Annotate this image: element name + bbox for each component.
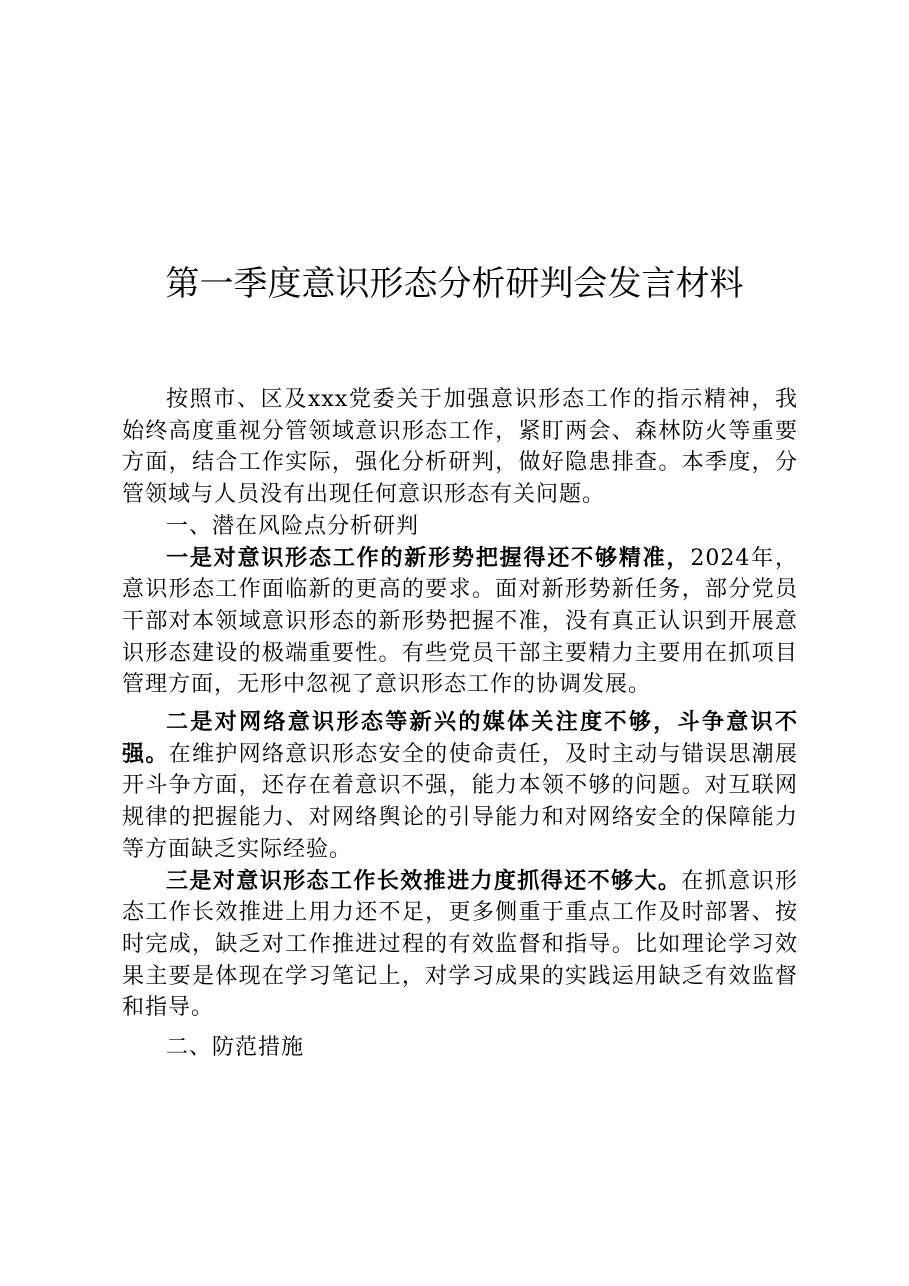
point-1-lead: 一是对意识形态工作的新形势把握得还不够精准，: [166, 544, 691, 571]
section-heading-risk-analysis: 一、潜在风险点分析研判: [166, 513, 420, 539]
document-title: 第一季度意识形态分析研判会发言材料: [165, 264, 744, 304]
point-2-lead: 二是对网络意识形态等新兴的媒体关注度不够，斗争意识不强。: [122, 709, 798, 767]
paragraph-point-3: [122, 866, 798, 1025]
point-2-body: 在维护网络意识形态安全的使命责任，及时主动与错误思潮展开斗争方面，还存在着意识不强，能力本领不够的问题。对互联网规律的把握能力、对网络舆论的引导能力和对网络安全的保障能力等方面缺乏实际经验。: [122, 741, 798, 862]
intro-paragraph: 按照市、区及xxx党委关于加强意识形态工作的指示精神，我始终高度重视分管领域意识形态工作，紧盯两会、森林防火等重要方面，结合工作实际，强化分析研判，做好隐患排查。本季度，分管领域与人员没有出现任何意识形态有关问题。: [122, 387, 798, 508]
paragraph-point-2: [122, 707, 798, 866]
point-3-lead: 三是对意识形态工作长效推进力度抓得还不够大。: [166, 867, 682, 894]
paragraph-point-1: [122, 543, 798, 702]
point-3-body: 在抓意识形态工作长效推进上用力还不足，更多侧重于重点工作及时部署、按时完成，缺乏对工作推进过程的有效监督和指导。比如理论学习效果主要是体现在学习笔记上，对学习成果的实践运用缺乏有效监督和指导。: [122, 868, 798, 1021]
section-heading-prevention-measures: 二、防范措施: [166, 1035, 305, 1061]
point-1-body: 2024年，意识形态工作面临新的更高的要求。面对新形势新任务，部分党员干部对本领域意识形态的新形势把握不准，没有真正认识到开展意识形态建设的极端重要性。有些党员干部主要精力主要用在抓项目管理方面，无形中忽视了意识形态工作的协调发展。: [122, 545, 798, 698]
document-body: [122, 384, 798, 1064]
